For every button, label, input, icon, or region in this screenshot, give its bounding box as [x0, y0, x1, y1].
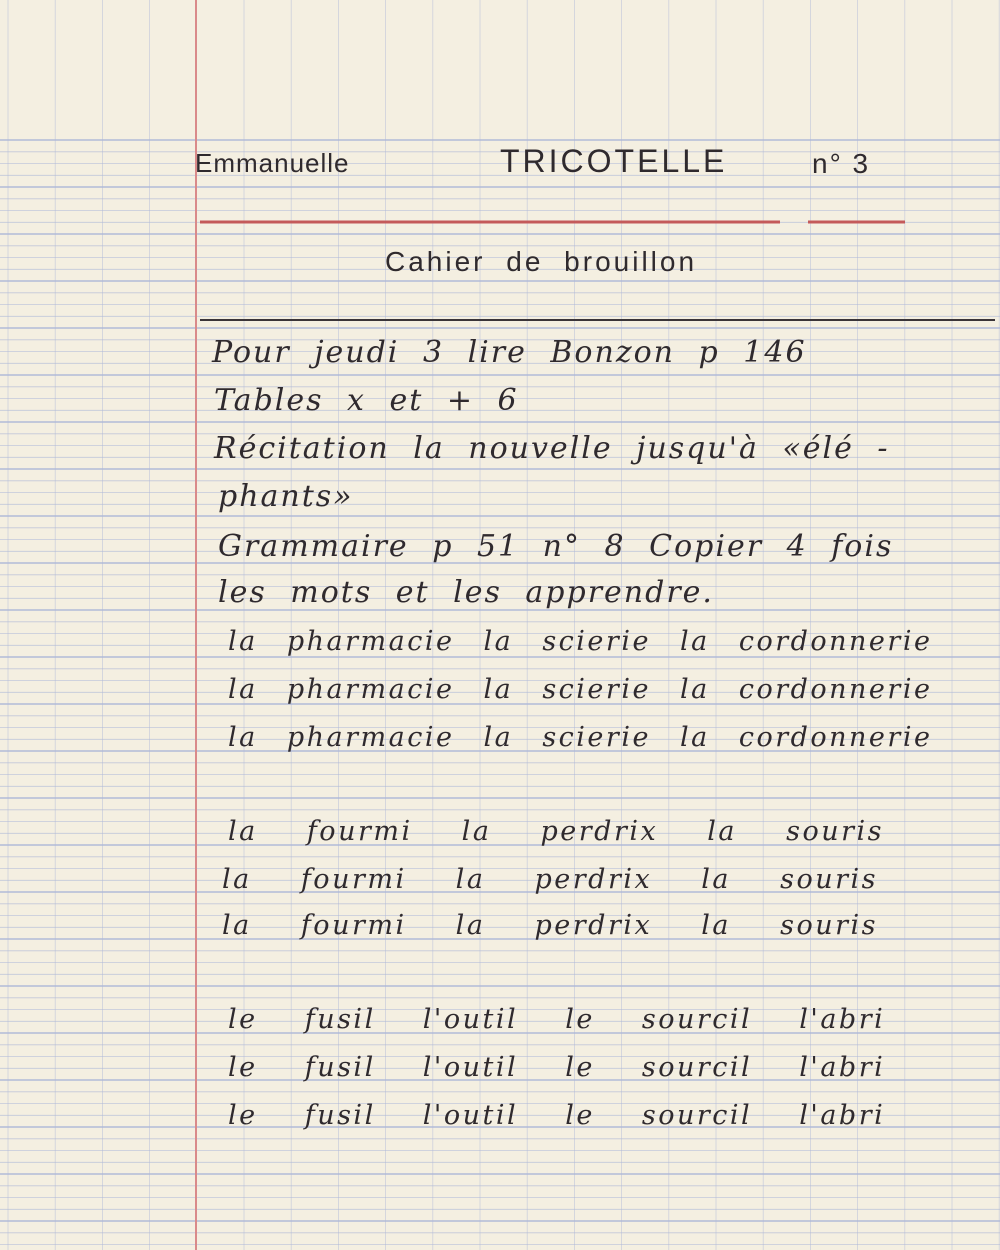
homework-line: phants»: [218, 479, 354, 514]
practice-line: la pharmacie la scierie la cordonnerie: [228, 674, 933, 705]
practice-line: le fusil l'outil le sourcil l'abri: [228, 1052, 886, 1083]
student-last-name: TRICOTELLE: [500, 143, 728, 179]
practice-line: la pharmacie la scierie la cordonnerie: [228, 722, 933, 753]
notebook-number: n° 3: [812, 148, 871, 179]
student-first-name: Emmanuelle: [195, 148, 350, 178]
homework-line: Récitation la nouvelle jusqu'à «élé -: [214, 431, 890, 466]
practice-line: la fourmi la perdrix la souris: [222, 864, 879, 895]
homework-line: Pour jeudi 3 lire Bonzon p 146: [212, 335, 807, 370]
homework-line: les mots et les apprendre.: [218, 575, 714, 610]
homework-line: Tables x et + 6: [214, 383, 519, 418]
practice-line: la fourmi la perdrix la souris: [222, 910, 879, 941]
practice-line: la pharmacie la scierie la cordonnerie: [228, 626, 933, 657]
practice-line: la fourmi la perdrix la souris: [228, 816, 885, 847]
notebook-title: Cahier de brouillon: [385, 246, 698, 277]
practice-line: le fusil l'outil le sourcil l'abri: [228, 1004, 886, 1035]
practice-line: le fusil l'outil le sourcil l'abri: [228, 1100, 886, 1131]
homework-line: Grammaire p 51 n° 8 Copier 4 fois: [218, 529, 894, 564]
